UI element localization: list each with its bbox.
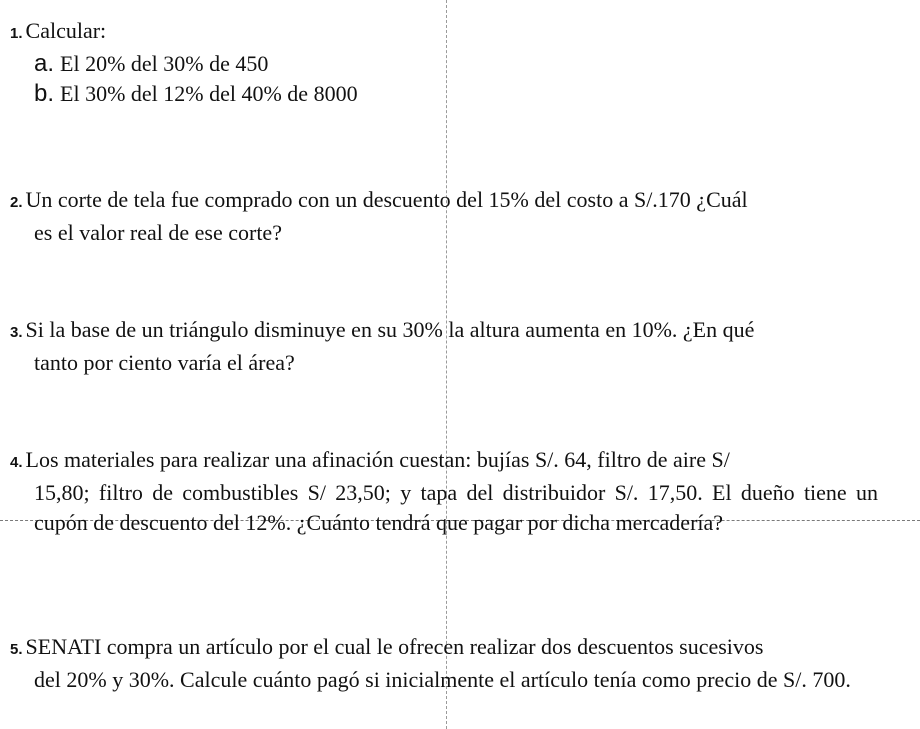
subitem-list [10,49,878,109]
subitem-a [34,49,878,79]
problem-3 [10,315,878,378]
subitem-letter: b. [34,80,55,107]
problem-text-continuation: es el valor real de ese corte? [34,220,282,245]
problem-text-continuation: tanto por ciento varía el área? [34,350,295,375]
problem-number: 4. [10,454,23,471]
problem-5 [10,632,878,695]
problem-4 [10,445,878,538]
problem-text: SENATI compra un artículo por el cual le ofrecen realizar dos descuentos sucesivos [25,634,764,659]
problem-number: 3. [10,324,23,341]
problem-number: 2. [10,194,23,211]
problem-number: 1. [10,25,23,42]
problem-1-header [10,16,878,49]
problem-1 [10,16,878,109]
problem-2 [10,185,878,248]
subitem-b [34,79,878,109]
problem-5-first-line [10,632,878,665]
problem-2-first-line [10,185,878,218]
problem-3-first-line [10,315,878,348]
subitem-text: El 20% del 30% de 450 [60,51,269,76]
problem-text-continuation: 15,80; filtro de combustibles S/ 23,50; y tapa del distribuidor S/. 17,50. El dueño tiene un cupón de descuento del 12%. ¿Cuánto tendrá que pagar por dicha mercadería? [34,480,878,535]
problem-text: Calcular: [25,18,107,43]
subitem-text: El 30% del 12% del 40% de 8000 [60,81,358,106]
problem-text: Un corte de tela fue comprado con un descuento del 15% del costo a S/.170 ¿Cuál [25,187,748,212]
problem-text-continuation: del 20% y 30%. Calcule cuánto pagó si inicialmente el artículo tenía como precio de S/. 700. [34,667,851,692]
subitem-letter: a. [34,50,55,77]
problem-number: 5. [10,641,23,658]
problem-text: Si la base de un triángulo disminuye en su 30% la altura aumenta en 10%. ¿En qué [25,317,755,342]
problem-text: Los materiales para realizar una afinación cuestan: bujías S/. 64, filtro de aire S/ [25,447,730,472]
problem-4-first-line [10,445,878,478]
